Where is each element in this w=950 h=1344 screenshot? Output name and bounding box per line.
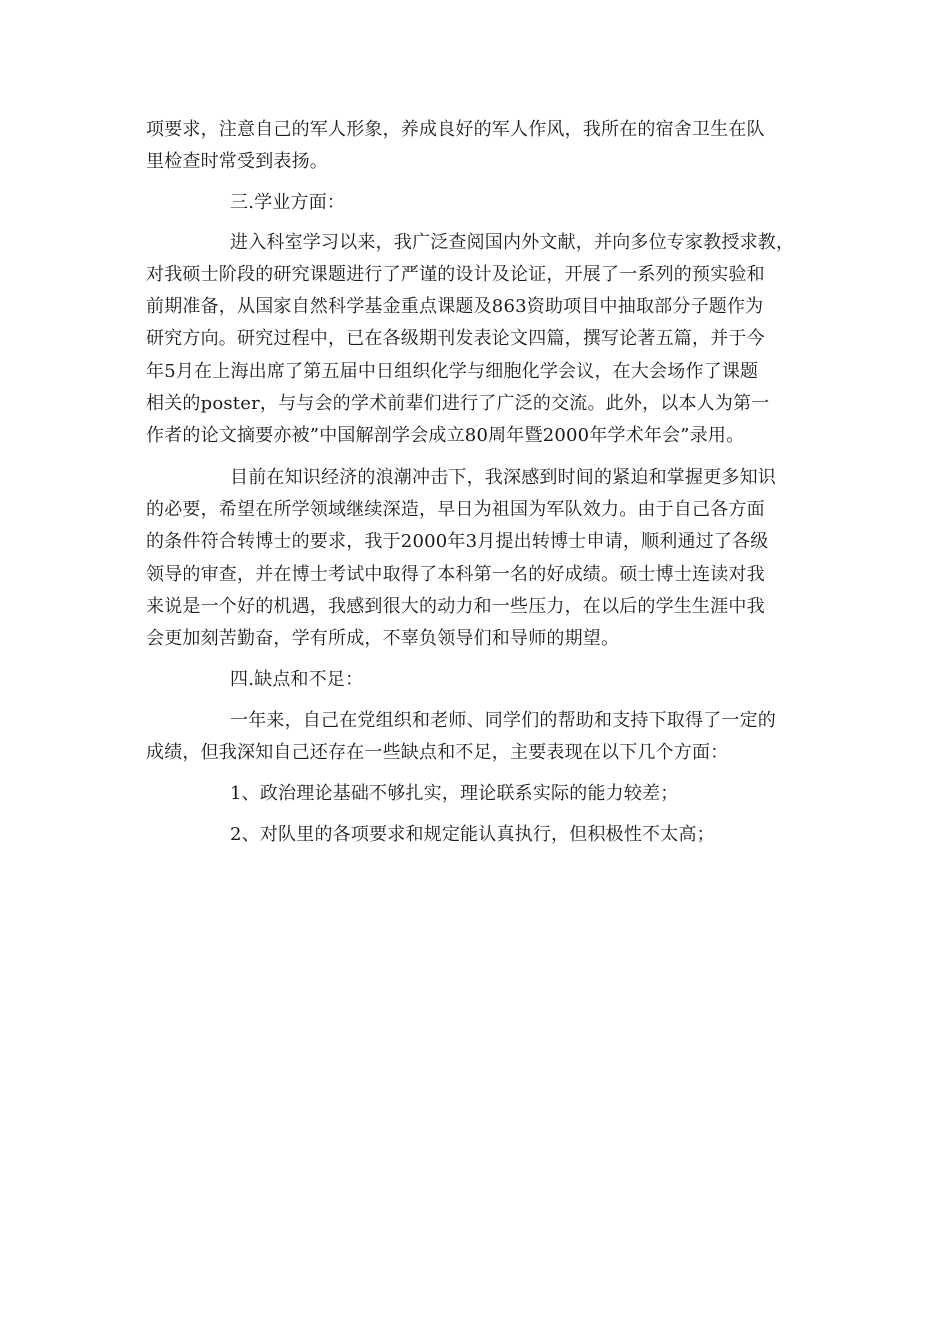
text-line: 研究方向。研究过程中，已在各级期刊发表论文四篇，撰写论著五篇，并于今 xyxy=(146,328,765,349)
text-line: 的条件符合转博士的要求，我于2000年3月提出转博士申请，顺利通过了各级 xyxy=(146,531,769,552)
text-line: 一年来，自己在党组织和老师、同学们的帮助和支持下取得了一定的 xyxy=(230,710,776,731)
text-line: 作者的论文摘要亦被”中国解剖学会成立80周年暨2000年学术年会”录用。 xyxy=(146,425,745,446)
text-line: 领导的审查，并在博士考试中取得了本科第一名的好成绩。硕士博士连读对我 xyxy=(146,564,765,585)
text-line: 里检查时常受到表扬。 xyxy=(146,151,328,172)
section-heading: 三.学业方面： xyxy=(230,192,346,213)
text-line: 对我硕士阶段的研究课题进行了严谨的设计及论证，开展了一系列的预实验和 xyxy=(146,264,765,285)
section-heading: 四.缺点和不足： xyxy=(230,669,364,690)
list-item: 1、政治理论基础不够扎实，理论联系实际的能力较差； xyxy=(230,783,679,804)
text-line: 会更加刻苦勤奋，学有所成，不辜负领导们和导师的期望。 xyxy=(146,628,620,649)
text-line: 进入科室学习以来，我广泛查阅国内外文献，并向多位专家教授求教， xyxy=(230,232,795,253)
text-line: 年5月在上海出席了第五届中日组织化学与细胞化学会议，在大会场作了课题 xyxy=(146,361,759,382)
text-line: 前期准备，从国家自然科学基金重点课题及863资助项目中抽取部分子题作为 xyxy=(146,296,764,317)
text-line: 来说是一个好的机遇，我感到很大的动力和一些压力，在以后的学生生涯中我 xyxy=(146,596,765,617)
text-line: 项要求，注意自己的军人形象，养成良好的军人作风，我所在的宿舍卫生在队 xyxy=(146,119,765,140)
text-line: 相关的poster，与与会的学术前辈们进行了广泛的交流。此外，以本人为第一 xyxy=(146,393,770,414)
text-line: 成绩，但我深知自己还存在一些缺点和不足，主要表现在以下几个方面： xyxy=(146,742,729,763)
text-line: 的必要，希望在所学领域继续深造，早日为祖国为军队效力。由于自己各方面 xyxy=(146,499,765,520)
list-item: 2、对队里的各项要求和规定能认真执行，但积极性不太高； xyxy=(230,824,715,845)
text-line: 目前在知识经济的浪潮冲击下，我深感到时间的紧迫和掌握更多知识 xyxy=(230,467,776,488)
